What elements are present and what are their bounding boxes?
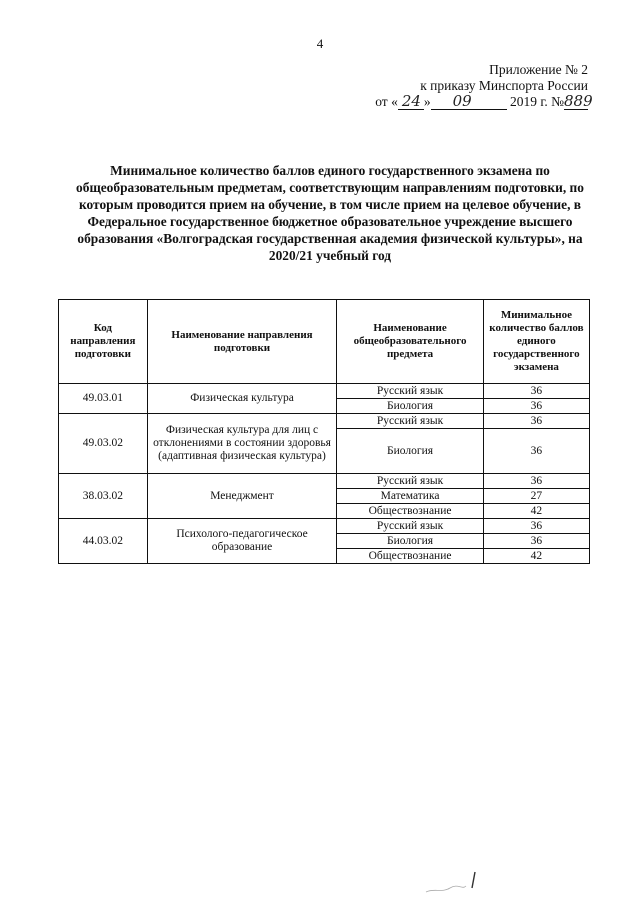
year-and-number-label: 2019 г. № bbox=[509, 94, 564, 109]
min-score: 36 bbox=[483, 414, 589, 429]
table-header-row bbox=[59, 300, 590, 384]
direction-code: 38.03.02 bbox=[59, 474, 148, 519]
date-prefix: от « bbox=[375, 94, 398, 109]
header-subject: Наименование общеобразовательного предмета bbox=[337, 300, 483, 384]
subject-name: Биология bbox=[337, 399, 483, 414]
page-number: 4 bbox=[316, 36, 324, 51]
appendix-date-line bbox=[375, 92, 593, 110]
document-title: Минимальное количество баллов единого государственного экзамена по общеобразовательным предметам, соответствующим направлениям подготовки, по которым проводится прием на обучение, в том числе прием на целевое обучение, в Федеральное государственное бюджетное образовательное учреждение высшего образования «Волгоградская государственная академия физической культуры», на 2020/21 учебный год bbox=[76, 163, 584, 263]
subject-name: Биология bbox=[337, 429, 483, 474]
table-row bbox=[59, 414, 590, 429]
min-score: 36 bbox=[483, 474, 589, 489]
handwritten-order-number: 889 bbox=[564, 92, 593, 110]
min-score: 42 bbox=[483, 504, 589, 519]
table-row bbox=[59, 474, 590, 489]
subject-name: Русский язык bbox=[337, 519, 483, 534]
direction-name: Психолого-педагогическое образование bbox=[147, 519, 337, 564]
direction-code: 49.03.02 bbox=[59, 414, 148, 474]
header-direction: Наименование направления подготовки bbox=[147, 300, 337, 384]
min-score: 36 bbox=[483, 429, 589, 474]
signature-mark bbox=[420, 866, 490, 896]
order-number-field bbox=[564, 92, 593, 110]
table-row bbox=[59, 384, 590, 399]
direction-name: Физическая культура для лиц с отклонениями в состоянии здоровья (адаптивная физическая культура) bbox=[147, 414, 337, 474]
min-score: 36 bbox=[483, 534, 589, 549]
subject-name: Русский язык bbox=[337, 474, 483, 489]
header-min-score: Минимальное количество баллов единого государственного экзамена bbox=[483, 300, 589, 384]
direction-code: 44.03.02 bbox=[59, 519, 148, 564]
subject-name: Обществознание bbox=[337, 549, 483, 564]
table-row bbox=[59, 519, 590, 534]
date-quote-close: » bbox=[423, 94, 431, 109]
direction-name: Менеджмент bbox=[147, 474, 337, 519]
subject-name: Русский язык bbox=[337, 384, 483, 399]
min-score: 36 bbox=[483, 399, 589, 414]
appendix-title: Приложение № 2 bbox=[489, 62, 588, 77]
subject-name: Обществознание bbox=[337, 504, 483, 519]
min-score: 36 bbox=[483, 519, 589, 534]
direction-name: Физическая культура bbox=[147, 384, 337, 414]
scores-table bbox=[58, 299, 590, 564]
handwritten-day: 24 bbox=[401, 92, 421, 110]
subject-name: Биология bbox=[337, 534, 483, 549]
direction-code: 49.03.01 bbox=[59, 384, 148, 414]
min-score: 42 bbox=[483, 549, 589, 564]
subject-name: Математика bbox=[337, 489, 483, 504]
month-field bbox=[431, 92, 507, 110]
handwritten-month: 09 bbox=[452, 92, 472, 110]
min-score: 27 bbox=[483, 489, 589, 504]
header-code: Код направления подготовки bbox=[59, 300, 148, 384]
min-score: 36 bbox=[483, 384, 589, 399]
subject-name: Русский язык bbox=[337, 414, 483, 429]
appendix-order-ref: к приказу Минспорта России bbox=[420, 78, 588, 93]
day-field bbox=[398, 92, 424, 110]
appendix-block bbox=[375, 62, 593, 110]
